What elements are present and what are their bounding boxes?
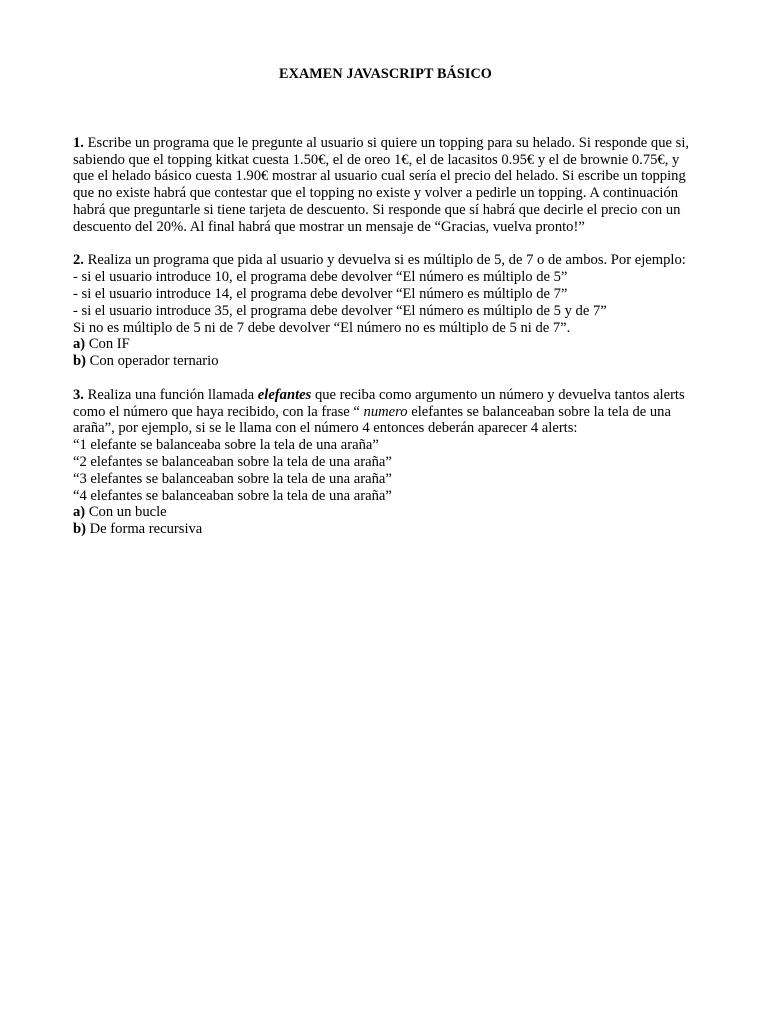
question-3-alert: “3 elefantes se balanceaban sobre la tela de una araña”	[73, 470, 392, 487]
option-a-label: a)	[73, 504, 86, 521]
page-title: EXAMEN JAVASCRIPT BÁSICO	[279, 66, 492, 82]
option-a-label: a)	[73, 336, 86, 353]
question-2-example: - si el usuario introduce 35, el programa debe devolver “El número es múltiplo de 5 y de 7”	[73, 302, 607, 319]
numero-word: numero	[363, 403, 408, 420]
question-2-intro-text: Realiza un programa que pida al usuario y devuelva si es múltiplo de 5, de 7 o de ambos. Por ejemplo:	[83, 252, 686, 269]
question-3-alert: “2 elefantes se balanceaban sobre la tela de una araña”	[73, 453, 392, 470]
document-page	[73, 66, 698, 555]
question-2-example: - si el usuario introduce 10, el programa debe devolver “El número es múltiplo de 5”	[73, 269, 568, 286]
question-3-alert: “1 elefante se balanceaba sobre la tela de una araña”	[73, 437, 379, 454]
question-2-option-b	[73, 353, 698, 370]
question-1-body	[73, 135, 698, 236]
question-2-number: 2.	[73, 252, 84, 269]
option-b-text: Con operador ternario	[85, 353, 219, 370]
function-name: elefantes	[257, 386, 312, 403]
option-b-text: De forma recursiva	[85, 521, 203, 538]
question-3-option-a	[73, 504, 698, 521]
question-3-alert: “4 elefantes se balanceaban sobre la tela de una araña”	[73, 487, 392, 504]
option-a-text: Con IF	[85, 336, 130, 353]
question-2-example: - si el usuario introduce 14, el programa debe devolver “El número es múltiplo de 7”	[73, 285, 568, 302]
question-3-number: 3.	[73, 386, 84, 403]
question-1-number: 1.	[73, 134, 84, 151]
question-2-intro	[73, 252, 698, 269]
question-3	[73, 387, 698, 538]
option-b-label: b)	[73, 353, 86, 370]
option-a-text: Con un bucle	[85, 504, 167, 521]
question-2-option-a	[73, 336, 698, 353]
question-1-text: Escribe un programa que le pregunte al usuario si quiere un topping para su helado. Si responde que si, sabiendo que el topping kitkat cuesta 1.50€, el de oreo 1€, el de lacasitos 0.95€ y el de brownie 0.75€, y que el helado básico cuesta 1.90€ mostrar al usuario cual sería el precio del helado. Si escribe un topping que no existe habrá que contestar que el topping no existe y volver a pedirle un topping. A continuación habrá que preguntarle si tiene tarjeta de descuento. Si responde que sí habrá que decirle el precio con un descuento del 20%. Al final habrá que mostrar un mensaje de “Gracias, vuelva pronto!”	[73, 134, 690, 235]
question-3-body	[73, 387, 698, 437]
question-3-option-b	[73, 521, 698, 538]
option-b-label: b)	[73, 521, 86, 538]
question-3-text-middle: que reciba como argumento un número y devuelva tantos alerts como el número que haya recibido, con la frase “	[73, 386, 685, 420]
question-3-text-before: Realiza una función llamada	[83, 386, 258, 403]
question-2	[73, 252, 698, 370]
question-1	[73, 135, 698, 236]
question-3-text-after: elefantes se balanceaban sobre la tela de una araña”, por ejemplo, si se le llama con el número 4 entonces deberán aparecer 4 alerts:	[73, 403, 671, 437]
question-2-fallback: Si no es múltiplo de 5 ni de 7 debe devolver “El número no es múltiplo de 5 ni de 7”.	[73, 319, 571, 336]
